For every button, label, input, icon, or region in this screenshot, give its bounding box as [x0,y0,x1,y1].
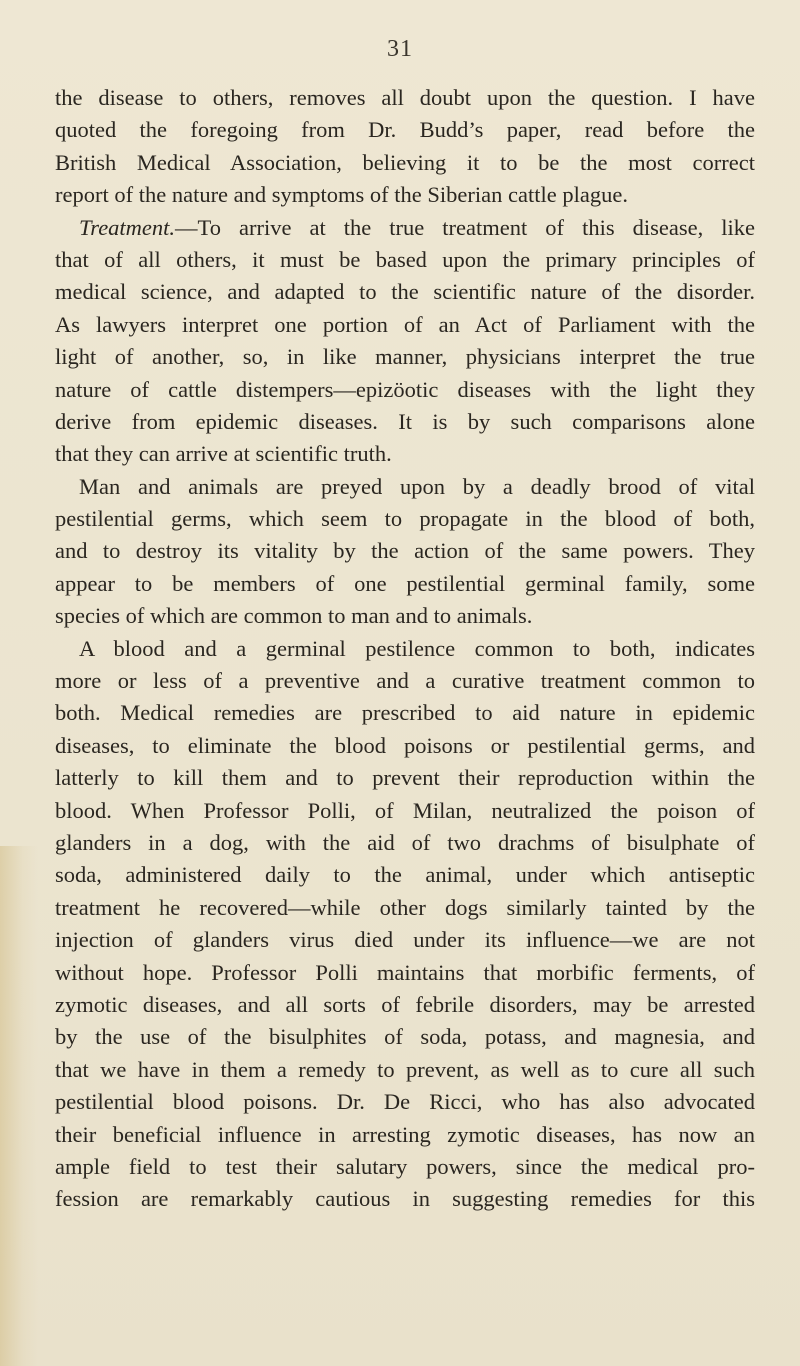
text-line-treatment [55,212,755,244]
text-line: Man and animals are preyed upon by a deadly brood of vital [79,473,755,499]
text-line: derive from epidemic diseases. It is by such comparisons alone [55,408,755,434]
text-line: that we have in them a remedy to prevent, as well as to cure all such [55,1056,755,1082]
text-line: ample field to test their salutary powers, since the medical pro- [55,1153,755,1179]
text-line: that of all others, it must be based upon the primary principles of [55,246,755,272]
text-line: latterly to kill them and to prevent their reproduction within the [55,765,755,791]
text-line: treatment he recovered—while other dogs similarly tainted by the [55,894,755,920]
text-line: that they can arrive at scientific truth. [55,441,392,467]
body-text [55,82,755,1216]
text-line: more or less of a preventive and a curative treatment common to [55,668,755,694]
text-line: report of the nature and symptoms of the Siberian cattle plague. [55,182,628,208]
text-line: quoted the foregoing from Dr. Budd’s paper, read before the [55,117,755,143]
text-line: As lawyers interpret one portion of an Act of Parliament with the [55,311,755,337]
page-edge-shading [0,846,38,1366]
text-line: A blood and a germinal pestilence common to both, indicates [79,635,755,661]
text-line: by the use of the bisulphites of soda, potass, and magnesia, and [55,1024,755,1050]
text-line: medical science, and adapted to the scientific nature of the disorder. [55,279,755,305]
text-line: their beneficial influence in arresting zymotic diseases, has now an [55,1121,755,1147]
text-line: appear to be members of one pestilential germinal family, some [55,570,755,596]
text-line: zymotic diseases, and all sorts of febrile disorders, may be arrested [55,991,755,1017]
text-line: blood. When Professor Polli, of Milan, neutralized the poison of [55,797,755,823]
text-line: glanders in a dog, with the aid of two drachms of bisulphate of [55,829,755,855]
text-line: soda, administered daily to the animal, under which antiseptic [55,862,755,888]
text-line: both. Medical remedies are prescribed to aid nature in epidemic [55,700,755,726]
text-line: species of which are common to man and to animals. [55,603,533,629]
text-line: the disease to others, removes all doubt upon the question. I have [55,85,755,110]
text-line: fession are remarkably cautious in suggesting remedies for this [55,1186,755,1212]
text-line: pestilential blood poisons. Dr. De Ricci, who has also advocated [55,1089,755,1115]
text-line: and to destroy its vitality by the action of the same powers. They [55,538,755,564]
treatment-heading: Treatment. [79,214,176,240]
text-line: pestilential germs, which seem to propagate in the blood of both, [55,506,755,532]
treatment-rest: —To arrive at the true treatment of this disease, like [175,214,755,240]
text-line: British Medical Association, believing it to be the most correct [55,149,755,175]
text-line: injection of glanders virus died under its influence—we are not [55,927,755,953]
page-number: 31 [387,36,413,62]
text-line: light of another, so, in like manner, physicians interpret the true [55,344,755,370]
text-line: diseases, to eliminate the blood poisons or pestilential germs, and [55,732,755,758]
text-line: nature of cattle distempers—epizöotic diseases with the light they [55,376,755,402]
text-line: without hope. Professor Polli maintains that morbific ferments, of [55,959,755,985]
